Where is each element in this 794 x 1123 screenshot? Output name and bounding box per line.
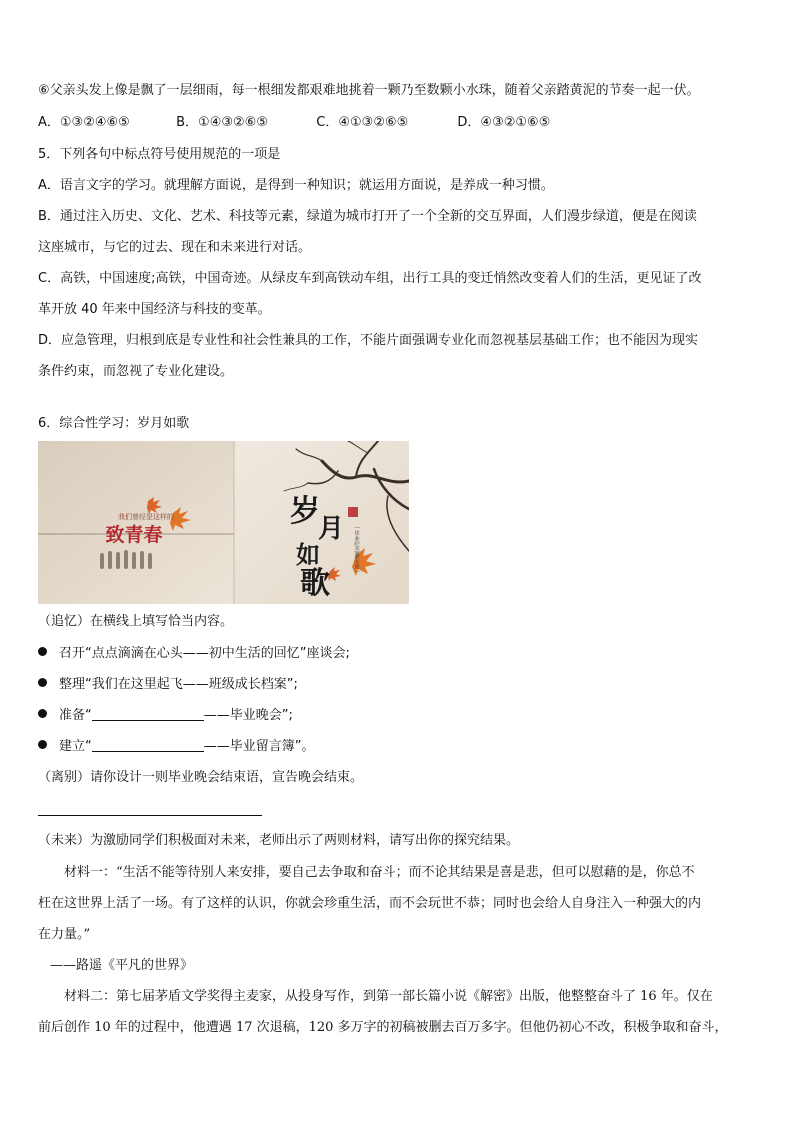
future-instruction: （未来）为激励同学们积极面对未来，老师出示了两则材料，请写出你的探究结果。: [38, 833, 520, 848]
q5-option-c-line1: C．高铁，中国速度;高铁，中国奇迹。从绿皮车到高铁动车组，出行工具的变迁悄然改变着人们的生活，更见证了改: [38, 271, 702, 286]
material-1-source: ——路遥《平凡的世界》: [50, 958, 194, 973]
bullet-dot-icon: [38, 678, 47, 687]
bullet-item-1: 召开“点点滴滴在心头——初中生活的回忆”座谈会;: [38, 645, 350, 663]
q5-option-d-line1: D．应急管理，归根到底是专业性和社会性兼具的工作，不能片面强调专业化而忽视基层基础工作；也不能因为现实: [38, 333, 699, 348]
option-d: D．④③②①⑥⑤: [457, 115, 551, 130]
material-2-line1: 材料二：第七届茅盾文学奖得主麦家，从投身写作，到第一部长篇小说《解密》出版，他整整奋斗了 16 年。仅在: [64, 989, 713, 1004]
q5-option-b-line1: B．通过注入历史、文化、艺术、科技等元素，绿道为城市打开了一个全新的交互界面，人们漫步绿道，便是在阅读: [38, 209, 697, 224]
banner-title-char-1: 岁: [290, 494, 320, 529]
banner-left-title: 致青春: [105, 524, 163, 546]
question-6: 6．综合性学习：岁月如歌: [38, 416, 190, 431]
question-5: 5．下列各句中标点符号使用规范的一项是: [38, 147, 281, 162]
bullet-dot-icon: [38, 740, 47, 749]
parting-instruction: （离别）请你设计一则毕业晚会结束语，宣告晚会结束。: [38, 770, 364, 785]
bullet-dot-icon: [38, 709, 47, 718]
banner-title-char-2: 月: [318, 514, 345, 544]
bullet-item-4: 建立“ ——毕业留言簿”。: [38, 738, 315, 756]
fill-in-blank-2[interactable]: [92, 738, 204, 752]
option-c: C．④①③②⑥⑤: [316, 115, 409, 130]
material-1-line3: 在力量。”: [38, 927, 91, 942]
material-2-line2: 前后创作 10 年的过程中，他遭遇 17 次退稿，120 多万字的初稿被删去百万多字。但他仍初心不改，积极争取和奋斗，: [38, 1020, 728, 1035]
q5-option-a: A．语言文字的学习。就理解方面说，是得到一种知识；就运用方面说，是养成一种习惯。: [38, 178, 554, 193]
banner-title-char-4: 歌: [300, 566, 330, 601]
banner-small-text: 我们曾经是这样的: [118, 513, 174, 521]
q5-option-c-line2: 革开放 40 年来中国经济与科技的变革。: [38, 302, 271, 317]
answer-options-q4: [38, 114, 550, 132]
recall-instruction: （追忆）在横线上填写恰当内容。: [38, 614, 234, 629]
banner-title-char-3: 如: [296, 540, 320, 569]
fill-in-blank-1[interactable]: [92, 707, 204, 721]
bullet-item-3: 准备“ ——毕业晚会”;: [38, 707, 293, 725]
q5-option-d-line2: 条件约束，而忽视了专业化建设。: [38, 364, 234, 379]
material-1-line2: 枉在这世界上活了一场。有了这样的认识，你就会珍重生活，而不会玩世不恭；同时也会给人自身注入一种强大的内: [38, 896, 702, 911]
answer-line[interactable]: [38, 815, 262, 816]
graduation-banner-image: [38, 441, 409, 604]
option-line-6: ⑥父亲头发上像是飘了一层细雨，每一根细发都艰难地挑着一颗乃至数颗小水珠，随着父亲踏黄泥的节奏一起一伏。: [38, 83, 700, 98]
bullet-dot-icon: [38, 647, 47, 656]
banner-vertical-text: 一毕业纪念册专用一: [353, 525, 359, 575]
bullet-item-2: 整理“我们在这里起飞——班级成长档案”;: [38, 676, 298, 694]
q5-option-b-line2: 这座城市，与它的过去、现在和未来进行对话。: [38, 240, 312, 255]
material-1-line1: 材料一：“生活不能等待别人来安排，要自己去争取和奋斗；而不论其结果是喜是悲，但可以慰藉的是，你总不: [64, 865, 695, 880]
option-a: A．①③②④⑥⑤: [38, 115, 130, 130]
option-b: B．①④③②⑥⑤: [176, 115, 268, 130]
